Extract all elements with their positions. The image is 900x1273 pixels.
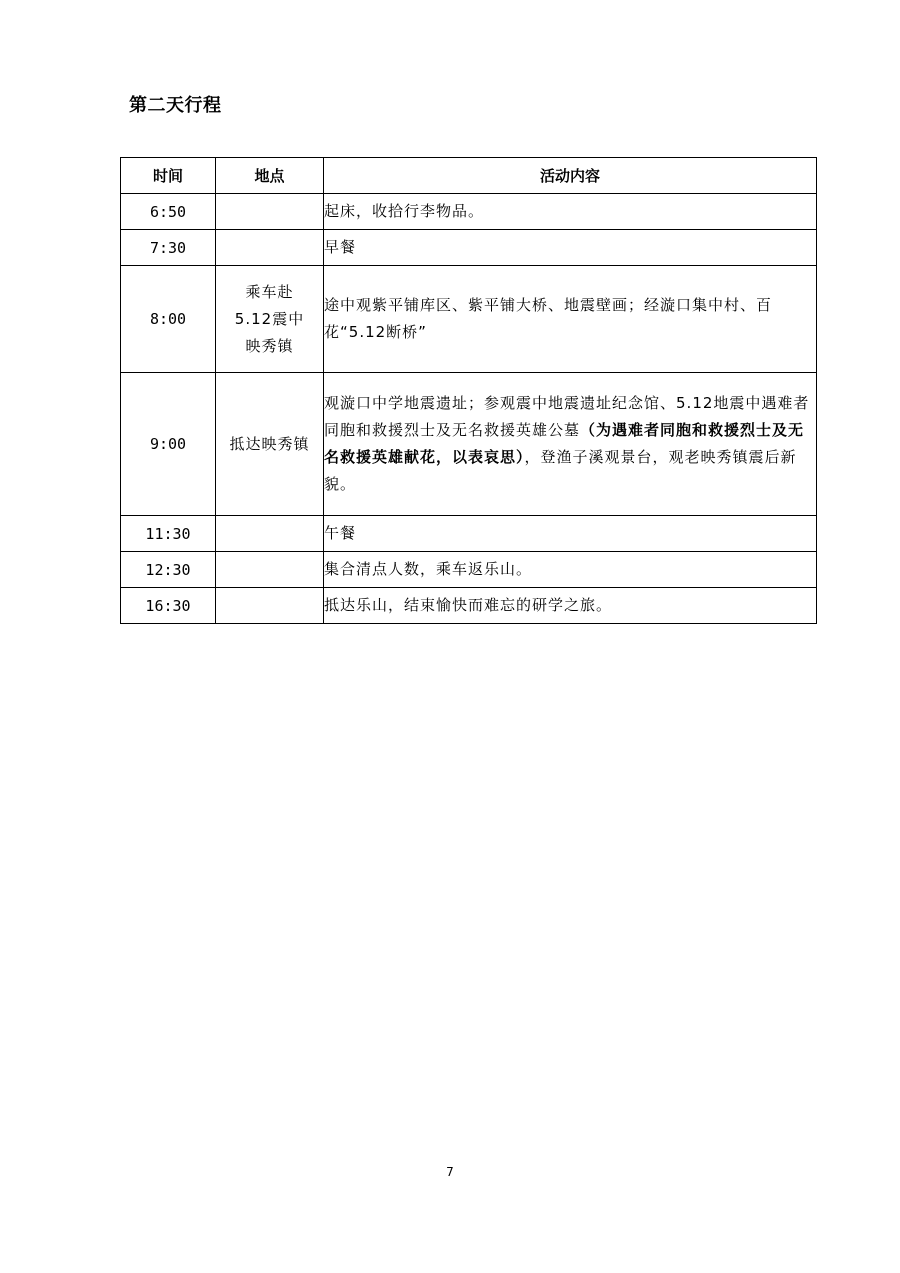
table-row [121,373,817,516]
place-cell [216,266,324,373]
header-time: 时间 [121,158,216,194]
activity-cell: 途中观紫平铺库区、紫平铺大桥、地震壁画；经漩口集中村、百花“5.12断桥” [324,266,817,373]
itinerary-table [120,157,817,624]
table-row [121,230,817,266]
activity-cell: 起床，收拾行李物品。 [324,194,817,230]
time-cell: 16:30 [121,588,216,624]
place-line: 乘车赴 [245,282,294,301]
place-cell [216,516,324,552]
activity-cell [324,373,817,516]
time-cell: 6:50 [121,194,216,230]
table-row [121,194,817,230]
activity-cell: 抵达乐山，结束愉快而难忘的研学之旅。 [324,588,817,624]
place-line: 映秀镇 [245,336,294,355]
activity-cell: 集合清点人数，乘车返乐山。 [324,552,817,588]
header-activity: 活动内容 [324,158,817,194]
table-row [121,552,817,588]
place-cell: 抵达映秀镇 [216,373,324,516]
table-row [121,588,817,624]
time-cell: 9:00 [121,373,216,516]
page-number: 7 [446,1165,454,1179]
activity-text: 观漩口中学地震遗址；参观震中地震遗址纪念馆、5.12地震中遇难者同胞和救援烈士及无名救援英雄公墓 [324,394,810,439]
place-cell [216,194,324,230]
activity-emphasis-text: （为遇难者同胞和救援烈士及无名救援英雄献花，以表哀思） [324,421,805,466]
place-cell [216,552,324,588]
place-cell [216,230,324,266]
header-place: 地点 [216,158,324,194]
place-cell [216,588,324,624]
page-heading: 第二天行程 [129,95,222,116]
table-row [121,516,817,552]
activity-cell: 早餐 [324,230,817,266]
time-cell: 11:30 [121,516,216,552]
table-row [121,266,817,373]
place-line: 5.12震中 [234,309,305,328]
time-cell: 7:30 [121,230,216,266]
activity-text: ，登渔子溪观景台，观老映秀镇震后新貌。 [324,448,797,493]
table-header-row [121,158,817,194]
activity-cell: 午餐 [324,516,817,552]
time-cell: 12:30 [121,552,216,588]
time-cell: 8:00 [121,266,216,373]
